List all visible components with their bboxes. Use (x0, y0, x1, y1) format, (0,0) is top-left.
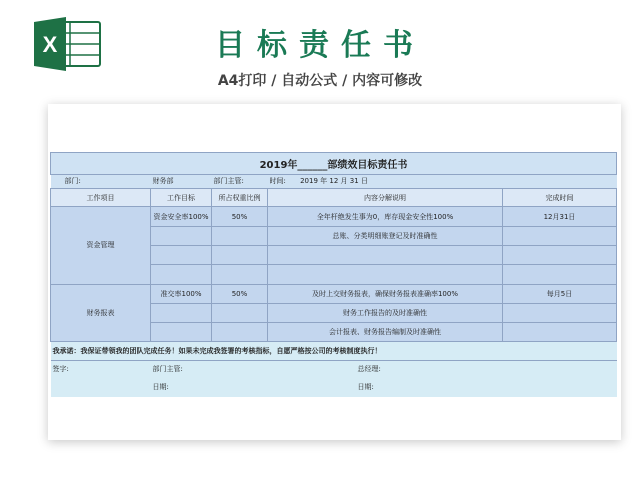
column-header: 完成时间 (503, 189, 617, 207)
cell-time (503, 323, 617, 342)
time-label: 时间: (269, 177, 286, 186)
cell-target (151, 245, 212, 264)
time-month: 12 (329, 177, 339, 186)
date-row (51, 376, 617, 397)
cell-time (503, 226, 617, 245)
time-month-unit: 月 (340, 177, 348, 186)
cell-weight: 50% (212, 207, 268, 226)
cell-time (503, 265, 617, 284)
cell-target: 准交率100% (151, 284, 212, 303)
cell-weight (212, 323, 268, 342)
cell-target (151, 265, 212, 284)
gm-sign-label: 总经理: (268, 360, 503, 376)
excel-logo-letter: X (42, 32, 58, 57)
manager-sign-label: 部门主管: (151, 360, 212, 376)
manager-label: 部门主管: (213, 177, 244, 186)
signature-row (51, 360, 617, 376)
cell-desc: 总账、分类明细账登记及时准确性 (268, 226, 503, 245)
time-year: 2019 (300, 177, 318, 186)
manager-date-label: 日期: (151, 376, 212, 397)
page-title: 目标责任书 (215, 28, 425, 63)
sign-label: 签字: (51, 360, 151, 376)
cell-desc (268, 265, 503, 284)
cell-time (503, 303, 617, 322)
time-day-unit: 日 (360, 177, 368, 186)
time-year-unit: 年 (320, 177, 328, 186)
page-subtitle: A4打印 / 自动公式 / 内容可修改 (217, 73, 423, 89)
gm-date-label: 日期: (268, 376, 503, 397)
cell-time (503, 245, 617, 264)
cell-desc: 及时上交财务报表，确保财务报表准确率100% (268, 284, 503, 303)
cell-desc: 会计报表、财务报告编制及时准确性 (268, 323, 503, 342)
cell-target (151, 226, 212, 245)
column-header: 所占权重比例 (212, 189, 268, 207)
cell-time: 每月5日 (503, 284, 617, 303)
cell-weight (212, 303, 268, 322)
table-row (51, 207, 617, 226)
column-header: 工作目标 (151, 189, 212, 207)
pledge-statement: 我承诺：我保证带领我的团队完成任务！如果未完成我签署的考核指标，自愿严格按公司的考核制度执行！ (51, 342, 617, 360)
time-day: 31 (349, 177, 359, 186)
column-header-row (51, 189, 617, 207)
column-header: 工作项目 (51, 189, 151, 207)
dept-label: 部门: (64, 177, 81, 186)
spreadsheet-preview (48, 104, 621, 440)
cell-desc (268, 245, 503, 264)
table-row (51, 284, 617, 303)
cell-weight (212, 265, 268, 284)
cell-target: 资金安全率100% (151, 207, 212, 226)
cell-weight: 50% (212, 284, 268, 303)
cell-target (151, 323, 212, 342)
group-name: 资金管理 (51, 207, 151, 284)
group-name: 财务报表 (51, 284, 151, 342)
column-header: 内容分解说明 (268, 189, 503, 207)
cell-desc: 全年杆绝发生事为0，库存现金安全性100% (268, 207, 503, 226)
dept-value: 财务部 (152, 177, 174, 186)
form-title: 2019年______部绩效目标责任书 (51, 153, 617, 175)
responsibility-form (50, 152, 617, 397)
cell-time: 12月31日 (503, 207, 617, 226)
cell-desc: 财务工作报告的及时准确性 (268, 303, 503, 322)
cell-weight (212, 226, 268, 245)
cell-weight (212, 245, 268, 264)
form-info-row (51, 174, 617, 189)
cell-target (151, 303, 212, 322)
